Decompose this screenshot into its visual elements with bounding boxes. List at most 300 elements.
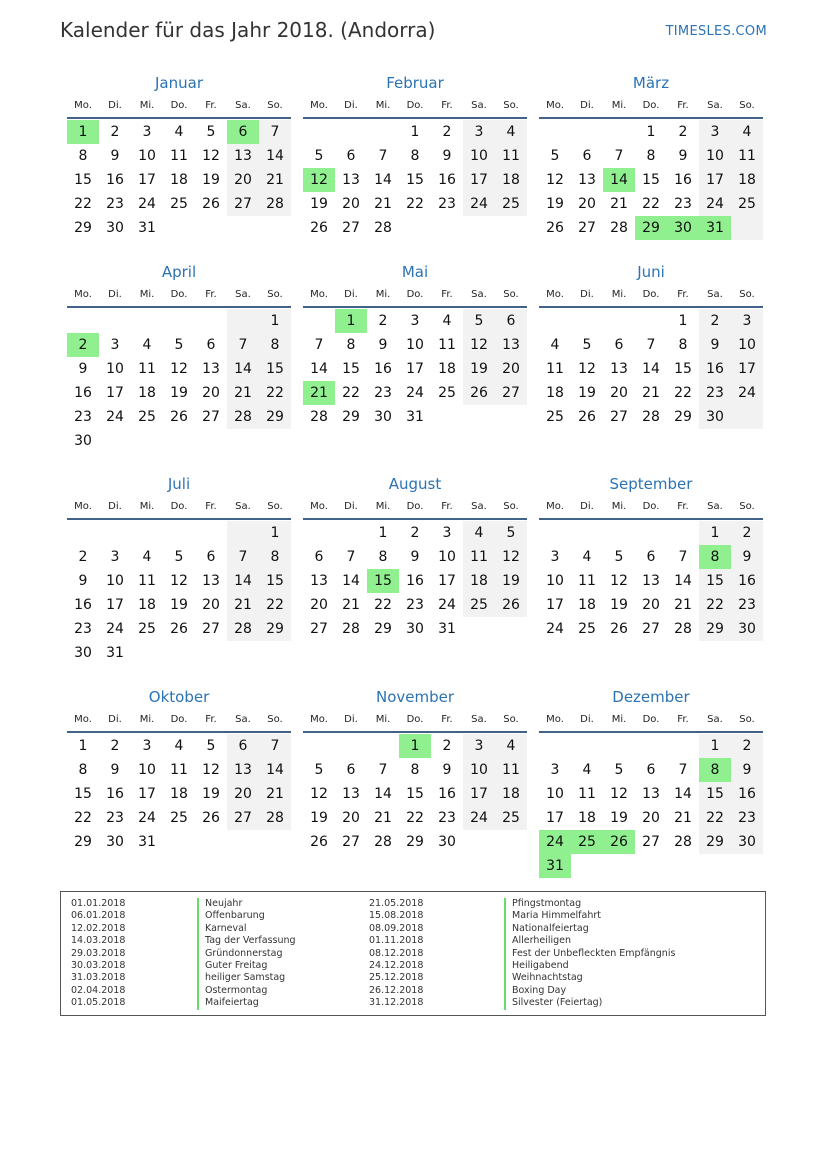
- day-cell: 3: [110, 549, 120, 565]
- holiday-day: 1: [335, 309, 367, 333]
- week-row: [303, 830, 527, 854]
- weekday-label: Fr.: [205, 714, 217, 725]
- empty-day: [303, 120, 335, 144]
- weekday-label: Fr.: [205, 100, 217, 111]
- month-märz: [539, 72, 763, 240]
- legend-date: 08.12.2018: [369, 947, 424, 959]
- day-cell: 8: [646, 148, 656, 164]
- empty-day: [635, 309, 667, 333]
- weekday-label: Sa.: [235, 289, 251, 300]
- day-cell: 14: [374, 172, 392, 188]
- empty-day: [195, 216, 227, 240]
- day-cell: 24: [138, 196, 156, 212]
- empty-day: [635, 521, 667, 545]
- day-cell: 15: [699, 782, 731, 806]
- empty-day: [195, 521, 227, 545]
- day-cell: 30: [106, 834, 124, 850]
- empty-day: [195, 830, 227, 854]
- day-cell: 16: [438, 786, 456, 802]
- weekday-header: [539, 498, 763, 516]
- week-row: [539, 521, 763, 545]
- day-cell: 21: [674, 810, 692, 826]
- day-cell: 12: [610, 786, 628, 802]
- weekday-label: Fr.: [205, 289, 217, 300]
- legend-holiday-name: Boxing Day: [504, 985, 675, 997]
- week-row: [303, 806, 527, 830]
- day-cell: 7: [678, 762, 688, 778]
- day-cell: 22: [406, 810, 424, 826]
- holiday-day: 29: [635, 216, 667, 240]
- holiday-legend: [60, 891, 766, 1016]
- week-row: [539, 357, 763, 381]
- day-cell: 13: [227, 144, 259, 168]
- weekday-label: Do.: [170, 501, 188, 512]
- day-cell: 11: [438, 337, 456, 353]
- day-cell: 15: [674, 361, 692, 377]
- day-cell: 26: [495, 593, 527, 617]
- header-rule: [539, 306, 763, 308]
- empty-day: [335, 734, 367, 758]
- day-cell: 18: [170, 172, 188, 188]
- day-cell: 12: [310, 786, 328, 802]
- day-cell: 14: [674, 786, 692, 802]
- day-cell: 16: [674, 172, 692, 188]
- day-cell: 1: [699, 734, 731, 758]
- week-row: [67, 429, 291, 453]
- weekday-label: Fr.: [441, 289, 453, 300]
- day-cell: 11: [170, 148, 188, 164]
- legend-holiday-name: Karneval: [197, 923, 296, 935]
- day-cell: 26: [610, 621, 628, 637]
- day-cell: 27: [202, 409, 220, 425]
- day-cell: 6: [206, 337, 216, 353]
- day-cell: 6: [314, 549, 324, 565]
- day-cell: 6: [646, 762, 656, 778]
- day-cell: 31: [406, 409, 424, 425]
- weekday-label: Do.: [406, 501, 424, 512]
- empty-day: [431, 216, 463, 240]
- empty-day: [367, 734, 399, 758]
- weekday-label: Di.: [344, 714, 358, 725]
- day-cell: 10: [406, 337, 424, 353]
- weekday-label: Sa.: [471, 714, 487, 725]
- holiday-day: 12: [303, 168, 335, 192]
- weekday-label: Fr.: [677, 100, 689, 111]
- week-row: [539, 144, 763, 168]
- day-cell: 8: [259, 333, 291, 357]
- day-cell: 27: [610, 409, 628, 425]
- day-cell: 27: [227, 192, 259, 216]
- empty-day: [131, 309, 163, 333]
- day-cell: 13: [642, 786, 660, 802]
- day-cell: 26: [310, 834, 328, 850]
- day-cell: 25: [463, 593, 495, 617]
- day-cell: 14: [374, 786, 392, 802]
- day-cell: 23: [106, 810, 124, 826]
- empty-day: [227, 641, 259, 665]
- empty-day: [463, 617, 495, 641]
- day-cell: 22: [642, 196, 660, 212]
- day-cell: 21: [259, 168, 291, 192]
- day-cell: 21: [642, 385, 660, 401]
- day-cell: 19: [310, 196, 328, 212]
- empty-day: [603, 120, 635, 144]
- day-cell: 9: [110, 148, 120, 164]
- empty-day: [463, 216, 495, 240]
- day-cell: 14: [310, 361, 328, 377]
- day-cell: 13: [495, 333, 527, 357]
- legend-date: 12.02.2018: [71, 922, 126, 934]
- day-cell: 27: [202, 621, 220, 637]
- week-row: [67, 830, 291, 854]
- day-cell: 9: [731, 545, 763, 569]
- week-row: [303, 593, 527, 617]
- week-row: [67, 192, 291, 216]
- weekday-label: Di.: [580, 100, 594, 111]
- month-juni: [539, 261, 763, 429]
- week-row: [539, 806, 763, 830]
- week-row: [67, 405, 291, 429]
- day-cell: 7: [259, 734, 291, 758]
- day-cell: 17: [106, 597, 124, 613]
- holiday-day: 31: [699, 216, 731, 240]
- day-cell: 2: [699, 309, 731, 333]
- day-cell: 5: [614, 549, 624, 565]
- day-cell: 20: [342, 810, 360, 826]
- legend-holiday-name: Weihnachtstag: [504, 972, 675, 984]
- month-name: Dezember: [612, 688, 690, 706]
- weekday-label: Fr.: [441, 714, 453, 725]
- empty-day: [99, 521, 131, 545]
- weekday-label: Di.: [580, 501, 594, 512]
- empty-day: [131, 521, 163, 545]
- empty-day: [463, 830, 495, 854]
- day-cell: 2: [110, 738, 120, 754]
- weekday-label: Sa.: [707, 714, 723, 725]
- day-cell: 15: [259, 569, 291, 593]
- month-november: [303, 686, 527, 854]
- weekday-label: Mi.: [139, 714, 155, 725]
- weekday-label: Sa.: [471, 100, 487, 111]
- empty-day: [699, 854, 731, 878]
- empty-day: [731, 216, 763, 240]
- empty-day: [603, 521, 635, 545]
- day-cell: 22: [674, 385, 692, 401]
- day-cell: 23: [74, 409, 92, 425]
- day-cell: 26: [546, 220, 564, 236]
- day-cell: 13: [610, 361, 628, 377]
- weekday-label: Fr.: [677, 289, 689, 300]
- empty-day: [259, 429, 291, 453]
- day-cell: 9: [731, 758, 763, 782]
- day-cell: 19: [202, 786, 220, 802]
- day-cell: 3: [410, 313, 420, 329]
- brand-link[interactable]: TIMESLES.COM: [665, 24, 767, 39]
- weekday-label: Do.: [170, 289, 188, 300]
- day-cell: 11: [578, 786, 596, 802]
- week-row: [303, 192, 527, 216]
- day-cell: 31: [438, 621, 456, 637]
- day-cell: 27: [342, 834, 360, 850]
- day-cell: 28: [374, 834, 392, 850]
- day-cell: 27: [495, 381, 527, 405]
- day-cell: 28: [674, 621, 692, 637]
- day-cell: 9: [378, 337, 388, 353]
- day-cell: 3: [463, 734, 495, 758]
- day-cell: 12: [495, 545, 527, 569]
- empty-day: [99, 429, 131, 453]
- legend-date: 26.12.2018: [369, 984, 424, 996]
- day-cell: 3: [699, 120, 731, 144]
- legend-date: 15.08.2018: [369, 910, 424, 922]
- holiday-day: 24: [539, 830, 571, 854]
- empty-day: [227, 429, 259, 453]
- empty-day: [227, 521, 259, 545]
- day-cell: 28: [674, 834, 692, 850]
- day-cell: 17: [138, 172, 156, 188]
- header-rule: [67, 731, 291, 733]
- day-cell: 2: [678, 124, 688, 140]
- week-row: [539, 569, 763, 593]
- weekday-header: [67, 286, 291, 304]
- week-row: [67, 782, 291, 806]
- day-cell: 18: [138, 597, 156, 613]
- day-cell: 23: [731, 806, 763, 830]
- weekday-label: Mi.: [139, 100, 155, 111]
- day-cell: 25: [438, 385, 456, 401]
- weekday-label: Mo.: [310, 100, 328, 111]
- day-cell: 17: [138, 786, 156, 802]
- day-cell: 19: [463, 357, 495, 381]
- day-cell: 14: [674, 573, 692, 589]
- day-cell: 27: [227, 806, 259, 830]
- week-row: [539, 192, 763, 216]
- day-cell: 22: [74, 196, 92, 212]
- day-cell: 23: [374, 385, 392, 401]
- weekday-label: Do.: [642, 714, 660, 725]
- day-cell: 12: [202, 148, 220, 164]
- day-cell: 7: [314, 337, 324, 353]
- day-cell: 5: [174, 337, 184, 353]
- day-cell: 11: [578, 573, 596, 589]
- day-cell: 20: [342, 196, 360, 212]
- week-row: [67, 641, 291, 665]
- day-cell: 3: [142, 124, 152, 140]
- legend-date: 06.01.2018: [71, 910, 126, 922]
- day-cell: 28: [610, 220, 628, 236]
- week-row: [303, 617, 527, 641]
- day-cell: 10: [106, 573, 124, 589]
- day-cell: 23: [674, 196, 692, 212]
- holiday-day: 2: [67, 333, 99, 357]
- week-row: [303, 569, 527, 593]
- day-cell: 20: [578, 196, 596, 212]
- day-cell: 13: [227, 758, 259, 782]
- day-cell: 30: [406, 621, 424, 637]
- day-cell: 9: [678, 148, 688, 164]
- day-cell: 26: [463, 381, 495, 405]
- day-cell: 7: [646, 337, 656, 353]
- day-cell: 20: [202, 597, 220, 613]
- empty-day: [571, 521, 603, 545]
- month-name: September: [609, 475, 693, 493]
- weekday-label: Di.: [108, 501, 122, 512]
- weekday-label: Mo.: [546, 501, 564, 512]
- day-cell: 10: [438, 549, 456, 565]
- day-cell: 24: [406, 385, 424, 401]
- day-cell: 17: [699, 168, 731, 192]
- day-cell: 19: [202, 172, 220, 188]
- empty-day: [539, 120, 571, 144]
- empty-day: [163, 429, 195, 453]
- empty-day: [731, 405, 763, 429]
- empty-day: [667, 521, 699, 545]
- empty-day: [399, 216, 431, 240]
- header-rule: [67, 117, 291, 119]
- day-cell: 8: [346, 337, 356, 353]
- day-cell: 25: [495, 806, 527, 830]
- day-cell: 22: [374, 597, 392, 613]
- week-row: [539, 168, 763, 192]
- weekday-label: Di.: [108, 289, 122, 300]
- day-cell: 4: [142, 549, 152, 565]
- day-cell: 24: [138, 810, 156, 826]
- weekday-label: So.: [739, 100, 755, 111]
- week-row: [67, 216, 291, 240]
- holiday-day: 26: [603, 830, 635, 854]
- day-cell: 1: [410, 124, 420, 140]
- empty-day: [571, 734, 603, 758]
- day-cell: 4: [495, 734, 527, 758]
- day-cell: 28: [259, 806, 291, 830]
- weekday-label: So.: [503, 501, 519, 512]
- day-cell: 16: [438, 172, 456, 188]
- legend-date: 29.03.2018: [71, 947, 126, 959]
- day-cell: 7: [614, 148, 624, 164]
- empty-day: [163, 309, 195, 333]
- day-cell: 12: [463, 333, 495, 357]
- day-cell: 25: [578, 621, 596, 637]
- day-cell: 7: [346, 549, 356, 565]
- day-cell: 6: [646, 549, 656, 565]
- legend-date: 21.05.2018: [369, 898, 424, 909]
- weekday-label: Sa.: [471, 289, 487, 300]
- header-rule: [303, 117, 527, 119]
- day-cell: 26: [170, 409, 188, 425]
- day-cell: 2: [731, 521, 763, 545]
- day-cell: 13: [578, 172, 596, 188]
- day-cell: 20: [202, 385, 220, 401]
- empty-day: [667, 854, 699, 878]
- legend-names-left: [197, 898, 296, 1010]
- day-cell: 5: [495, 521, 527, 545]
- day-cell: 23: [699, 381, 731, 405]
- day-cell: 2: [378, 313, 388, 329]
- weekday-label: Fr.: [441, 501, 453, 512]
- day-cell: 26: [170, 621, 188, 637]
- header-rule: [539, 518, 763, 520]
- day-cell: 23: [406, 597, 424, 613]
- legend-date: 02.04.2018: [71, 984, 126, 996]
- week-row: [67, 120, 291, 144]
- legend-date: 01.05.2018: [71, 997, 126, 1009]
- weekday-label: Di.: [108, 714, 122, 725]
- weekday-label: So.: [739, 714, 755, 725]
- weekday-label: Mi.: [611, 714, 627, 725]
- week-row: [539, 405, 763, 429]
- day-cell: 1: [646, 124, 656, 140]
- weekday-header: [539, 711, 763, 729]
- weekday-label: Mi.: [611, 501, 627, 512]
- day-cell: 1: [699, 521, 731, 545]
- empty-day: [603, 734, 635, 758]
- legend-date: 31.03.2018: [71, 972, 126, 984]
- empty-day: [99, 309, 131, 333]
- day-cell: 18: [578, 810, 596, 826]
- empty-day: [495, 617, 527, 641]
- day-cell: 16: [74, 597, 92, 613]
- day-cell: 5: [614, 762, 624, 778]
- day-cell: 3: [731, 309, 763, 333]
- weekday-label: Mo.: [74, 714, 92, 725]
- weekday-label: Sa.: [235, 714, 251, 725]
- day-cell: 12: [170, 361, 188, 377]
- day-cell: 16: [731, 782, 763, 806]
- legend-holiday-name: Fest der Unbefleckten Empfängnis: [504, 948, 675, 960]
- day-cell: 18: [495, 782, 527, 806]
- day-cell: 18: [138, 385, 156, 401]
- day-cell: 9: [78, 361, 88, 377]
- empty-day: [195, 309, 227, 333]
- day-cell: 4: [731, 120, 763, 144]
- day-cell: 18: [731, 168, 763, 192]
- day-cell: 19: [495, 569, 527, 593]
- day-cell: 11: [546, 361, 564, 377]
- legend-date: 25.12.2018: [369, 972, 424, 984]
- day-cell: 20: [642, 810, 660, 826]
- day-cell: 4: [582, 762, 592, 778]
- day-cell: 4: [582, 549, 592, 565]
- weekday-label: Fr.: [677, 714, 689, 725]
- weekday-label: Mi.: [139, 501, 155, 512]
- day-cell: 29: [259, 405, 291, 429]
- week-row: [303, 333, 527, 357]
- week-row: [539, 782, 763, 806]
- day-cell: 2: [442, 738, 452, 754]
- legend-date: 24.12.2018: [369, 959, 424, 971]
- holiday-day: 31: [539, 854, 571, 878]
- empty-day: [163, 830, 195, 854]
- day-cell: 13: [342, 172, 360, 188]
- day-cell: 13: [310, 573, 328, 589]
- weekday-header: [303, 498, 527, 516]
- month-september: [539, 473, 763, 641]
- day-cell: 25: [495, 192, 527, 216]
- week-row: [303, 545, 527, 569]
- week-row: [303, 758, 527, 782]
- day-cell: 1: [678, 313, 688, 329]
- empty-day: [731, 854, 763, 878]
- empty-day: [335, 521, 367, 545]
- day-cell: 29: [74, 220, 92, 236]
- legend-holiday-name: Maria Himmelfahrt: [504, 910, 675, 922]
- weekday-header: [539, 97, 763, 115]
- day-cell: 30: [374, 409, 392, 425]
- day-cell: 21: [227, 593, 259, 617]
- day-cell: 30: [74, 645, 92, 661]
- day-cell: 17: [106, 385, 124, 401]
- empty-day: [571, 309, 603, 333]
